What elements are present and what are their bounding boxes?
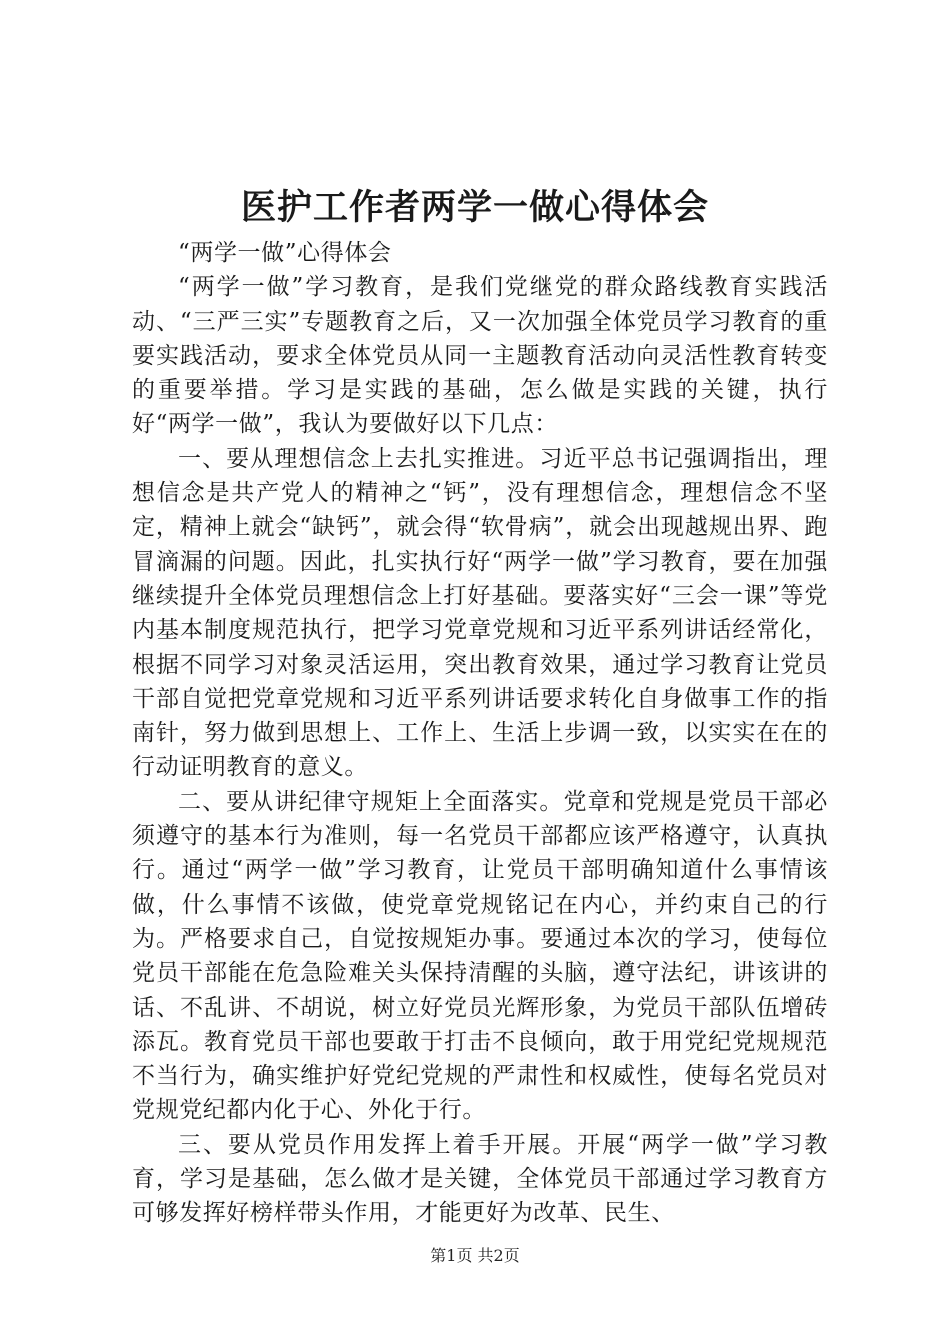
document-body xyxy=(132,236,828,1231)
point-three-paragraph: 三、要从党员作用发挥上着手开展。开展“两学一做”学习教育，学习是基础，怎么做才是关键，全体党员干部通过学习教育方可够发挥好榜样带头作用，才能更好为改革、民生、 xyxy=(132,1131,828,1227)
document-title: 医护工作者两学一做心得体会 xyxy=(240,187,709,228)
intro-paragraph: “两学一做”学习教育，是我们党继党的群众路线教育实践活动、“三严三实”专题教育之后，又一次加强全体党员学习教育的重要实践活动，要求全体党员从同一主题教育活动向灵活性教育转变的重要举措。学习是实践的基础，怎么做是实践的关键，执行好“两学一做”，我认为要做好以下几点： xyxy=(132,274,828,438)
point-two-paragraph: 二、要从讲纪律守规矩上全面落实。党章和党规是党员干部必须遵守的基本行为准则，每一名党员干部都应该严格遵守，认真执行。通过“两学一做”学习教育，让党员干部明确知道什么事情该做，什么事情不该做，使党章党规铭记在内心，并约束自己的行为。严格要求自己，自觉按规矩办事。要通过本次的学习，使每位党员干部能在危急险难关头保持清醒的头脑，遵守法纪，讲该讲的话、不乱讲、不胡说，树立好党员光辉形象，为党员干部队伍增砖添瓦。教育党员干部也要敢于打击不良倾向，敢于用党纪党规规范不当行为，确实维护好党纪党规的严肃性和权威性，使每名党员对党规党纪都内化于心、外化于行。 xyxy=(132,788,828,1124)
subtitle-paragraph: “两学一做”心得体会 xyxy=(178,240,392,266)
point-one-paragraph: 一、要从理想信念上去扎实推进。习近平总书记强调指出，理想信念是共产党人的精神之“钙”，没有理想信念，理想信念不坚定，精神上就会“缺钙”，就会得“软骨病”，就会出现越规出界、跑冒滴漏的问题。因此，扎实执行好“两学一做”学习教育，要在加强继续提升全体党员理想信念上打好基础。要落实好“三会一课”等党内基本制度规范执行，把学习党章党规和习近平系列讲话经常化，根据不同学习对象灵活运用，突出教育效果，通过学习教育让党员干部自觉把党章党规和习近平系列讲话要求转化自身做事工作的指南针，努力做到思想上、工作上、生活上步调一致，以实实在在的行动证明教育的意义。 xyxy=(132,445,828,781)
page-number-footer: 第1页 共2页 xyxy=(430,1246,520,1265)
